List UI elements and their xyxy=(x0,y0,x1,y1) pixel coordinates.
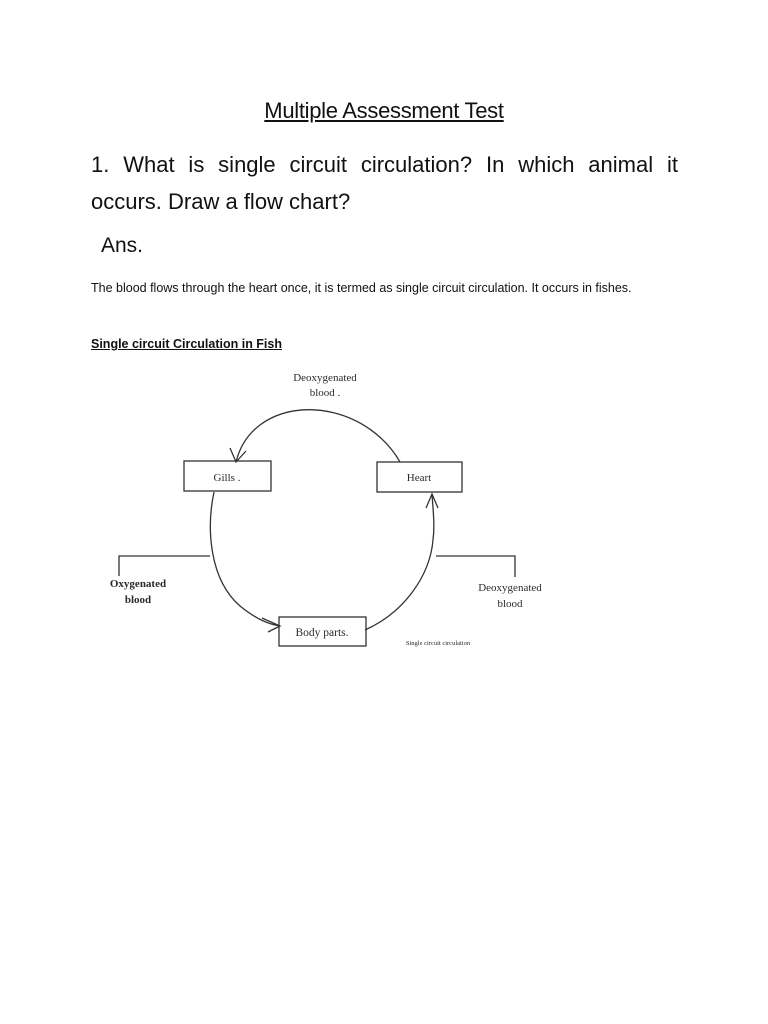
top-blood-label: blood . xyxy=(309,387,341,399)
diagram-heading: Single circuit Circulation in Fish xyxy=(91,337,282,351)
circulation-diagram xyxy=(85,355,555,655)
question-text: 1. What is single circuit circulation? In which animal it occurs. Draw a flow chart? xyxy=(91,152,678,214)
page-title: Multiple Assessment Test xyxy=(264,98,504,123)
right-deoxygenated-label: Deoxygenated xyxy=(478,582,542,594)
diagram-caption: Single circuit circulation xyxy=(405,640,471,647)
arc-gills-to-body xyxy=(210,492,280,626)
arrow-head-body xyxy=(262,618,280,632)
right-blood-label: blood xyxy=(497,598,523,610)
left-oxygenated-label: Oxygenated xyxy=(109,578,167,590)
heart-label: Heart xyxy=(406,472,432,484)
body-parts-label: Body parts. xyxy=(295,627,349,639)
answer-paragraph: The blood flows through the heart once, it is termed as single circuit circulation. It occurs in fishes. xyxy=(91,281,632,295)
left-blood-label: blood xyxy=(124,594,152,606)
top-deoxygenated-label: Deoxygenated xyxy=(293,372,357,384)
leader-deoxygenated-right xyxy=(436,556,515,577)
answer-label: Ans. xyxy=(101,234,144,257)
leader-oxygenated xyxy=(119,556,210,576)
arc-heart-to-gills xyxy=(236,410,400,462)
arc-body-to-heart xyxy=(365,494,434,630)
gills-label: Gills . xyxy=(213,472,241,484)
